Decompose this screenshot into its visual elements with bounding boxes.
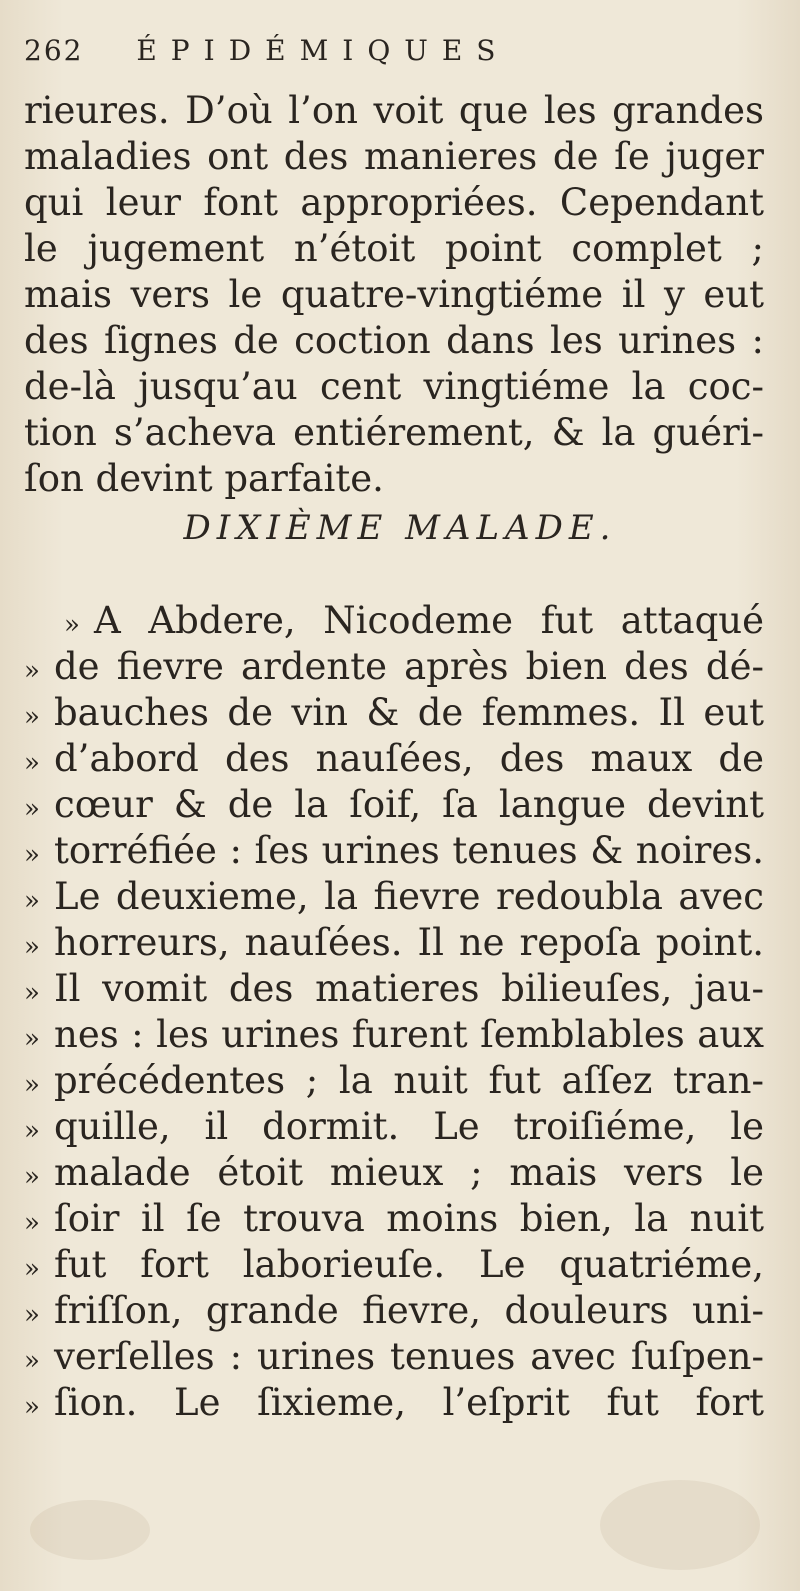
text-line: le jugement n’étoit point complet ; <box>24 227 764 270</box>
quote-mark: » <box>24 702 40 732</box>
page-number: 262 <box>24 34 84 67</box>
quoted-line: » malade étoit mieux ; mais vers le <box>24 1150 764 1200</box>
quoted-line: » ſoir il ſe trouva moins bien, la nuit <box>24 1196 764 1246</box>
quote-mark: » <box>24 1116 40 1146</box>
quoted-line: » nes : les urines furent ſemblables aux <box>24 1012 764 1062</box>
quoted-line: » cœur & de la ſoif, ſa langue devint <box>24 782 764 832</box>
running-title: ÉPIDÉMIQUES <box>136 34 510 67</box>
text-line: des ſignes de coction dans les urines : <box>24 319 764 362</box>
quoted-line: » A Abdere, Nicodeme fut attaqué <box>64 598 764 648</box>
quote-mark: » <box>24 840 40 870</box>
quote-mark: » <box>24 1070 40 1100</box>
paper-stain <box>30 1500 150 1560</box>
quoted-line: » de fievre ardente après bien des dé- <box>24 644 764 694</box>
quoted-line: » Le deuxieme, la fievre redoubla avec <box>24 874 764 924</box>
quote-mark: » <box>24 1208 40 1238</box>
quote-mark: » <box>24 748 40 778</box>
quoted-line: » précédentes ; la nuit fut aſſez tran- <box>24 1058 764 1108</box>
quoted-line: » quille, il dormit. Le troiſiéme, le <box>24 1104 764 1154</box>
text-line: tion s’acheva entiérement, & la guéri- <box>24 411 764 454</box>
text-line: maladies ont des manieres de ſe juger <box>24 135 764 178</box>
quoted-line: » horreurs, nauſées. Il ne repoſa point. <box>24 920 764 970</box>
quoted-line: » ſion. Le ſixieme, l’eſprit fut fort <box>24 1380 764 1430</box>
quote-mark: » <box>64 610 80 640</box>
section-title: DIXIÈME MALADE. <box>183 508 617 548</box>
quoted-line: » fut fort laborieuſe. Le quatriéme, <box>24 1242 764 1292</box>
text-line: rieures. D’où l’on voit que les grandes <box>24 89 764 132</box>
quote-mark: » <box>24 794 40 824</box>
quoted-line: » friſſon, grande fievre, douleurs uni- <box>24 1288 764 1338</box>
text-line: mais vers le quatre-vingtiéme il y eut <box>24 273 764 316</box>
quote-mark: » <box>24 1346 40 1376</box>
quote-mark: » <box>24 1300 40 1330</box>
quote-mark: » <box>24 656 40 686</box>
paper-stain <box>600 1480 760 1570</box>
quote-mark: » <box>24 1392 40 1422</box>
quote-mark: » <box>24 1162 40 1192</box>
quoted-line: » torréfiée : ſes urines tenues & noires. <box>24 828 764 878</box>
quoted-line: » d’abord des nauſées, des maux de <box>24 736 764 786</box>
text-line-last: ſon devint parfaite. <box>24 457 384 500</box>
quoted-line: » bauches de vin & de femmes. Il eut <box>24 690 764 740</box>
quote-mark: » <box>24 932 40 962</box>
quote-mark: » <box>24 978 40 1008</box>
quote-mark: » <box>24 1024 40 1054</box>
quoted-line: » verſelles : urines tenues avec ſuſpen- <box>24 1334 764 1384</box>
running-header <box>24 34 764 67</box>
quote-mark: » <box>24 886 40 916</box>
text-line: de-là jusqu’au cent vingtiéme la coc- <box>24 365 764 408</box>
quote-mark: » <box>24 1254 40 1284</box>
quoted-line: » Il vomit des matieres bilieuſes, jau- <box>24 966 764 1016</box>
text-line: qui leur font appropriées. Cependant <box>24 181 764 224</box>
